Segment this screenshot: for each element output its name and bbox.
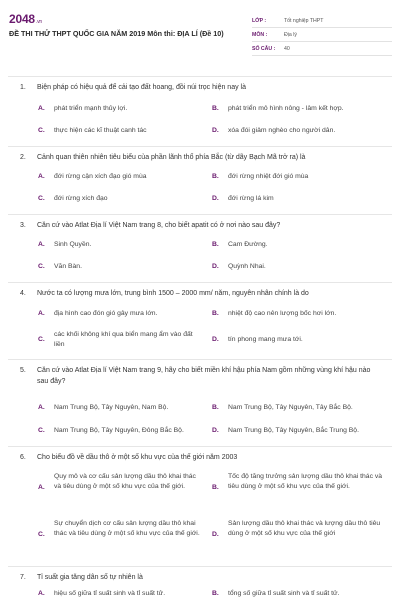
info-label: MÔN : bbox=[252, 31, 268, 38]
question-7-text: Tỉ suất gia tăng dân số tự nhiên là bbox=[37, 574, 143, 581]
question-5-option-b[interactable]: Nam Trung Bộ, Tây Nguyên, Tây Bắc Bộ. bbox=[228, 404, 353, 411]
exam-info-table bbox=[252, 14, 392, 56]
question-3-option-c[interactable]: Văn Bàn. bbox=[54, 263, 82, 270]
question-2-option-a[interactable]: đới rừng cận xích đạo gió mùa bbox=[54, 173, 147, 180]
question-1-option-a[interactable]: phát triển mạnh thủy lợi. bbox=[54, 105, 128, 112]
option-letter: C. bbox=[38, 127, 45, 134]
question-4-option-d[interactable]: tín phong mang mưa tới. bbox=[228, 336, 303, 343]
option-letter: C. bbox=[38, 427, 45, 434]
question-4-number: 4. bbox=[20, 290, 26, 297]
option-letter: D. bbox=[212, 263, 219, 270]
question-4-option-c[interactable]: các khối không khí qua biển mang ẩm vào đất liền bbox=[54, 331, 193, 348]
option-letter: C. bbox=[38, 195, 45, 202]
question-4-text: Nước ta có lượng mưa lớn, trung bình 1500 – 2000 mm/ năm, nguyên nhân chính là do bbox=[37, 290, 309, 297]
question-5-option-d[interactable]: Nam Trung Bộ, Tây Nguyên, Bắc Trung Bộ. bbox=[228, 427, 359, 434]
option-letter: C. bbox=[38, 531, 45, 538]
divider bbox=[8, 76, 392, 77]
question-1-option-b[interactable]: phát triển mô hình nông - lâm kết hợp. bbox=[228, 105, 344, 112]
question-6-option-a[interactable]: Quy mô và cơ cấu sản lượng dầu thô khai thác và tiêu dùng ở một số khu vực của thế giới. bbox=[54, 473, 196, 490]
question-5-text: Căn cứ vào Atlat Địa lí Việt Nam trang 9, hãy cho biết miền khí hậu phía Nam gồm những vùng khí hậu nào sau đây? bbox=[37, 367, 371, 385]
divider bbox=[8, 359, 392, 360]
logo-sub: .vn bbox=[35, 19, 42, 25]
question-2-option-c[interactable]: đới rừng xích đạo bbox=[54, 195, 108, 202]
info-value: Địa lý bbox=[284, 31, 297, 38]
question-6-text: Cho biểu đồ về dầu thô ở một số khu vực của thế giới năm 2003 bbox=[37, 454, 238, 461]
question-6-number: 6. bbox=[20, 454, 26, 461]
info-label: SỐ CÂU : bbox=[252, 45, 276, 52]
question-5-option-a[interactable]: Nam Trung Bộ, Tây Nguyên, Nam Bộ. bbox=[54, 404, 169, 411]
info-value: Tốt nghiệp THPT bbox=[284, 17, 324, 24]
question-3-option-b[interactable]: Cam Đường. bbox=[228, 241, 268, 248]
option-letter: D. bbox=[212, 531, 219, 538]
option-letter: B. bbox=[212, 105, 219, 112]
question-2-text: Cảnh quan thiên nhiên tiêu biểu của phần lãnh thổ phía Bắc (từ dãy Bạch Mã trở ra) là bbox=[37, 154, 306, 161]
divider bbox=[8, 566, 392, 567]
exam-title: ĐỀ THI THỬ THPT QUỐC GIA NĂM 2019 Môn thi: ĐỊA LÍ (Đề 10) bbox=[9, 29, 224, 38]
question-1-text: Biện pháp có hiệu quả để cải tạo đất hoang, đồi núi trọc hiện nay là bbox=[37, 84, 246, 91]
question-3-text: Căn cứ vào Atlat Địa lí Việt Nam trang 8, cho biết apatit có ở nơi nào sau đây? bbox=[37, 222, 281, 229]
exam-header bbox=[0, 0, 400, 72]
question-2-option-d[interactable]: đới rừng lá kim bbox=[228, 195, 274, 202]
option-letter: D. bbox=[212, 336, 219, 343]
option-letter: B. bbox=[212, 590, 219, 597]
question-7-number: 7. bbox=[20, 574, 26, 581]
question-5-option-c[interactable]: Nam Trung Bộ, Tây Nguyên, Đông Bắc Bộ. bbox=[54, 427, 184, 434]
question-7-option-b[interactable]: tổng số giữa tỉ suất sinh và tỉ suất tử. bbox=[228, 590, 340, 597]
option-letter: D. bbox=[212, 127, 219, 134]
info-row-subject bbox=[252, 28, 392, 42]
option-letter: A. bbox=[38, 404, 45, 411]
question-2-number: 2. bbox=[20, 154, 26, 161]
option-letter: A. bbox=[38, 590, 45, 597]
question-2-option-b[interactable]: đới rừng nhiệt đới gió mùa bbox=[228, 173, 309, 180]
info-label: LỚP : bbox=[252, 17, 267, 24]
option-letter: A. bbox=[38, 484, 45, 491]
question-6-option-b[interactable]: Tốc độ tăng trưởng sản lượng dầu thô khai thác và tiêu dùng ở một số khu vực của thế giới. bbox=[228, 473, 383, 490]
info-value: 40 bbox=[284, 45, 290, 52]
divider bbox=[8, 282, 392, 283]
option-letter: A. bbox=[38, 105, 45, 112]
option-letter: A. bbox=[38, 173, 45, 180]
option-letter: B. bbox=[212, 173, 219, 180]
question-6-option-c[interactable]: Sự chuyển dịch cơ cấu sản lượng dầu thô khai thác và tiêu dùng ở một số khu vực của thế giới. bbox=[54, 520, 200, 537]
option-letter: A. bbox=[38, 310, 45, 317]
question-4-option-b[interactable]: nhiệt độ cao nên lượng bốc hơi lớn. bbox=[228, 310, 337, 317]
divider bbox=[8, 446, 392, 447]
option-letter: C. bbox=[38, 263, 45, 270]
option-letter: B. bbox=[212, 484, 219, 491]
option-letter: B. bbox=[212, 404, 219, 411]
question-3-number: 3. bbox=[20, 222, 26, 229]
question-6-option-d[interactable]: Sản lượng dầu thô khai thác và lượng dầu thô tiêu dùng ở một số khu vực của thế giới bbox=[228, 520, 381, 537]
divider bbox=[8, 214, 392, 215]
divider bbox=[8, 146, 392, 147]
option-letter: D. bbox=[212, 427, 219, 434]
question-3-option-d[interactable]: Quỳnh Nhai. bbox=[228, 263, 266, 270]
question-7-option-a[interactable]: hiệu số giữa tỉ suất sinh và tỉ suất tử. bbox=[54, 590, 166, 597]
info-row-count bbox=[252, 42, 392, 56]
site-logo[interactable] bbox=[9, 12, 42, 26]
option-letter: B. bbox=[212, 241, 219, 248]
option-letter: A. bbox=[38, 241, 45, 248]
logo-main: 2048 bbox=[9, 12, 35, 26]
info-row-class bbox=[252, 14, 392, 28]
question-1-option-d[interactable]: xóa đói giảm nghèo cho người dân. bbox=[228, 127, 336, 134]
option-letter: C. bbox=[38, 336, 45, 343]
question-5-number: 5. bbox=[20, 367, 26, 374]
option-letter: B. bbox=[212, 310, 219, 317]
question-4-option-a[interactable]: địa hình cao đón gió gây mưa lớn. bbox=[54, 310, 158, 317]
question-1-option-c[interactable]: thực hiện các kĩ thuật canh tác bbox=[54, 127, 147, 134]
option-letter: D. bbox=[212, 195, 219, 202]
question-1-number: 1. bbox=[20, 84, 26, 91]
question-3-option-a[interactable]: Sinh Quyền. bbox=[54, 241, 92, 248]
